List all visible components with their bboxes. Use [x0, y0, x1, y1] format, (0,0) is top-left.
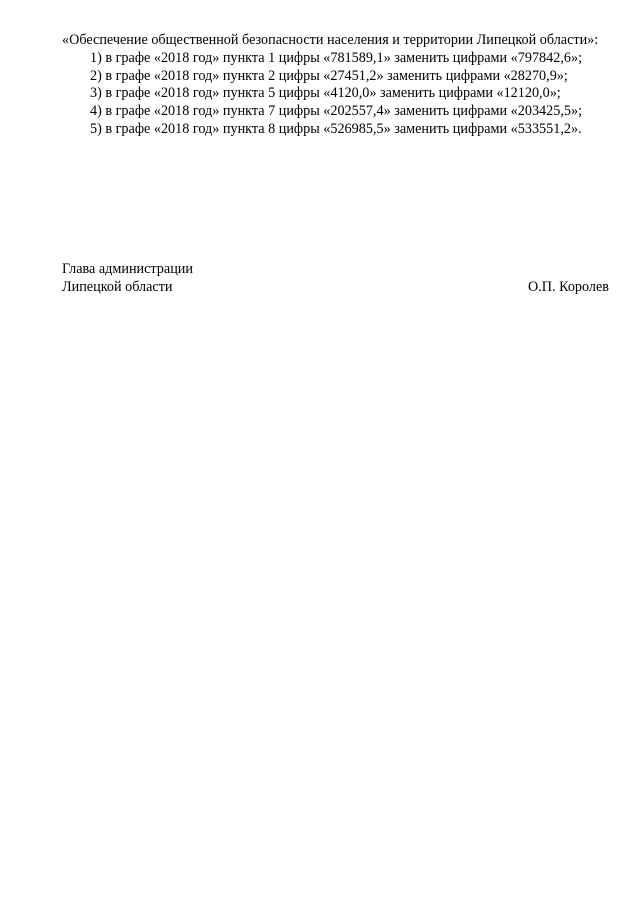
- amendment-item-4: 4) в графе «2018 год» пункта 7 цифры «202557,4» заменить цифрами «203425,5»;: [90, 103, 583, 120]
- intro-paragraph: «Обеспечение общественной безопасности населения и территории Липецкой области»:: [62, 32, 599, 48]
- amendment-item-1: 1) в графе «2018 год» пункта 1 цифры «781589,1» заменить цифрами «797842,6»;: [90, 49, 583, 66]
- document-body: [62, 32, 609, 139]
- signature-position-title: Глава администрации: [62, 261, 193, 277]
- signature-position-line2: [62, 279, 609, 297]
- signatory-name: О.П. Королев: [527, 278, 609, 295]
- amendment-item-2: 2) в графе «2018 год» пункта 2 цифры «27451,2» заменить цифрами «28270,9»;: [90, 67, 568, 84]
- signature-position-line1: [62, 261, 609, 279]
- amendment-item-5: 5) в графе «2018 год» пункта 8 цифры «526985,5» заменить цифрами «533551,2».: [90, 120, 582, 137]
- signature-block: [62, 261, 609, 297]
- amendment-item-3: 3) в графе «2018 год» пункта 5 цифры «4120,0» заменить цифрами «12120,0»;: [90, 85, 561, 102]
- signature-region: Липецкой области: [62, 278, 173, 295]
